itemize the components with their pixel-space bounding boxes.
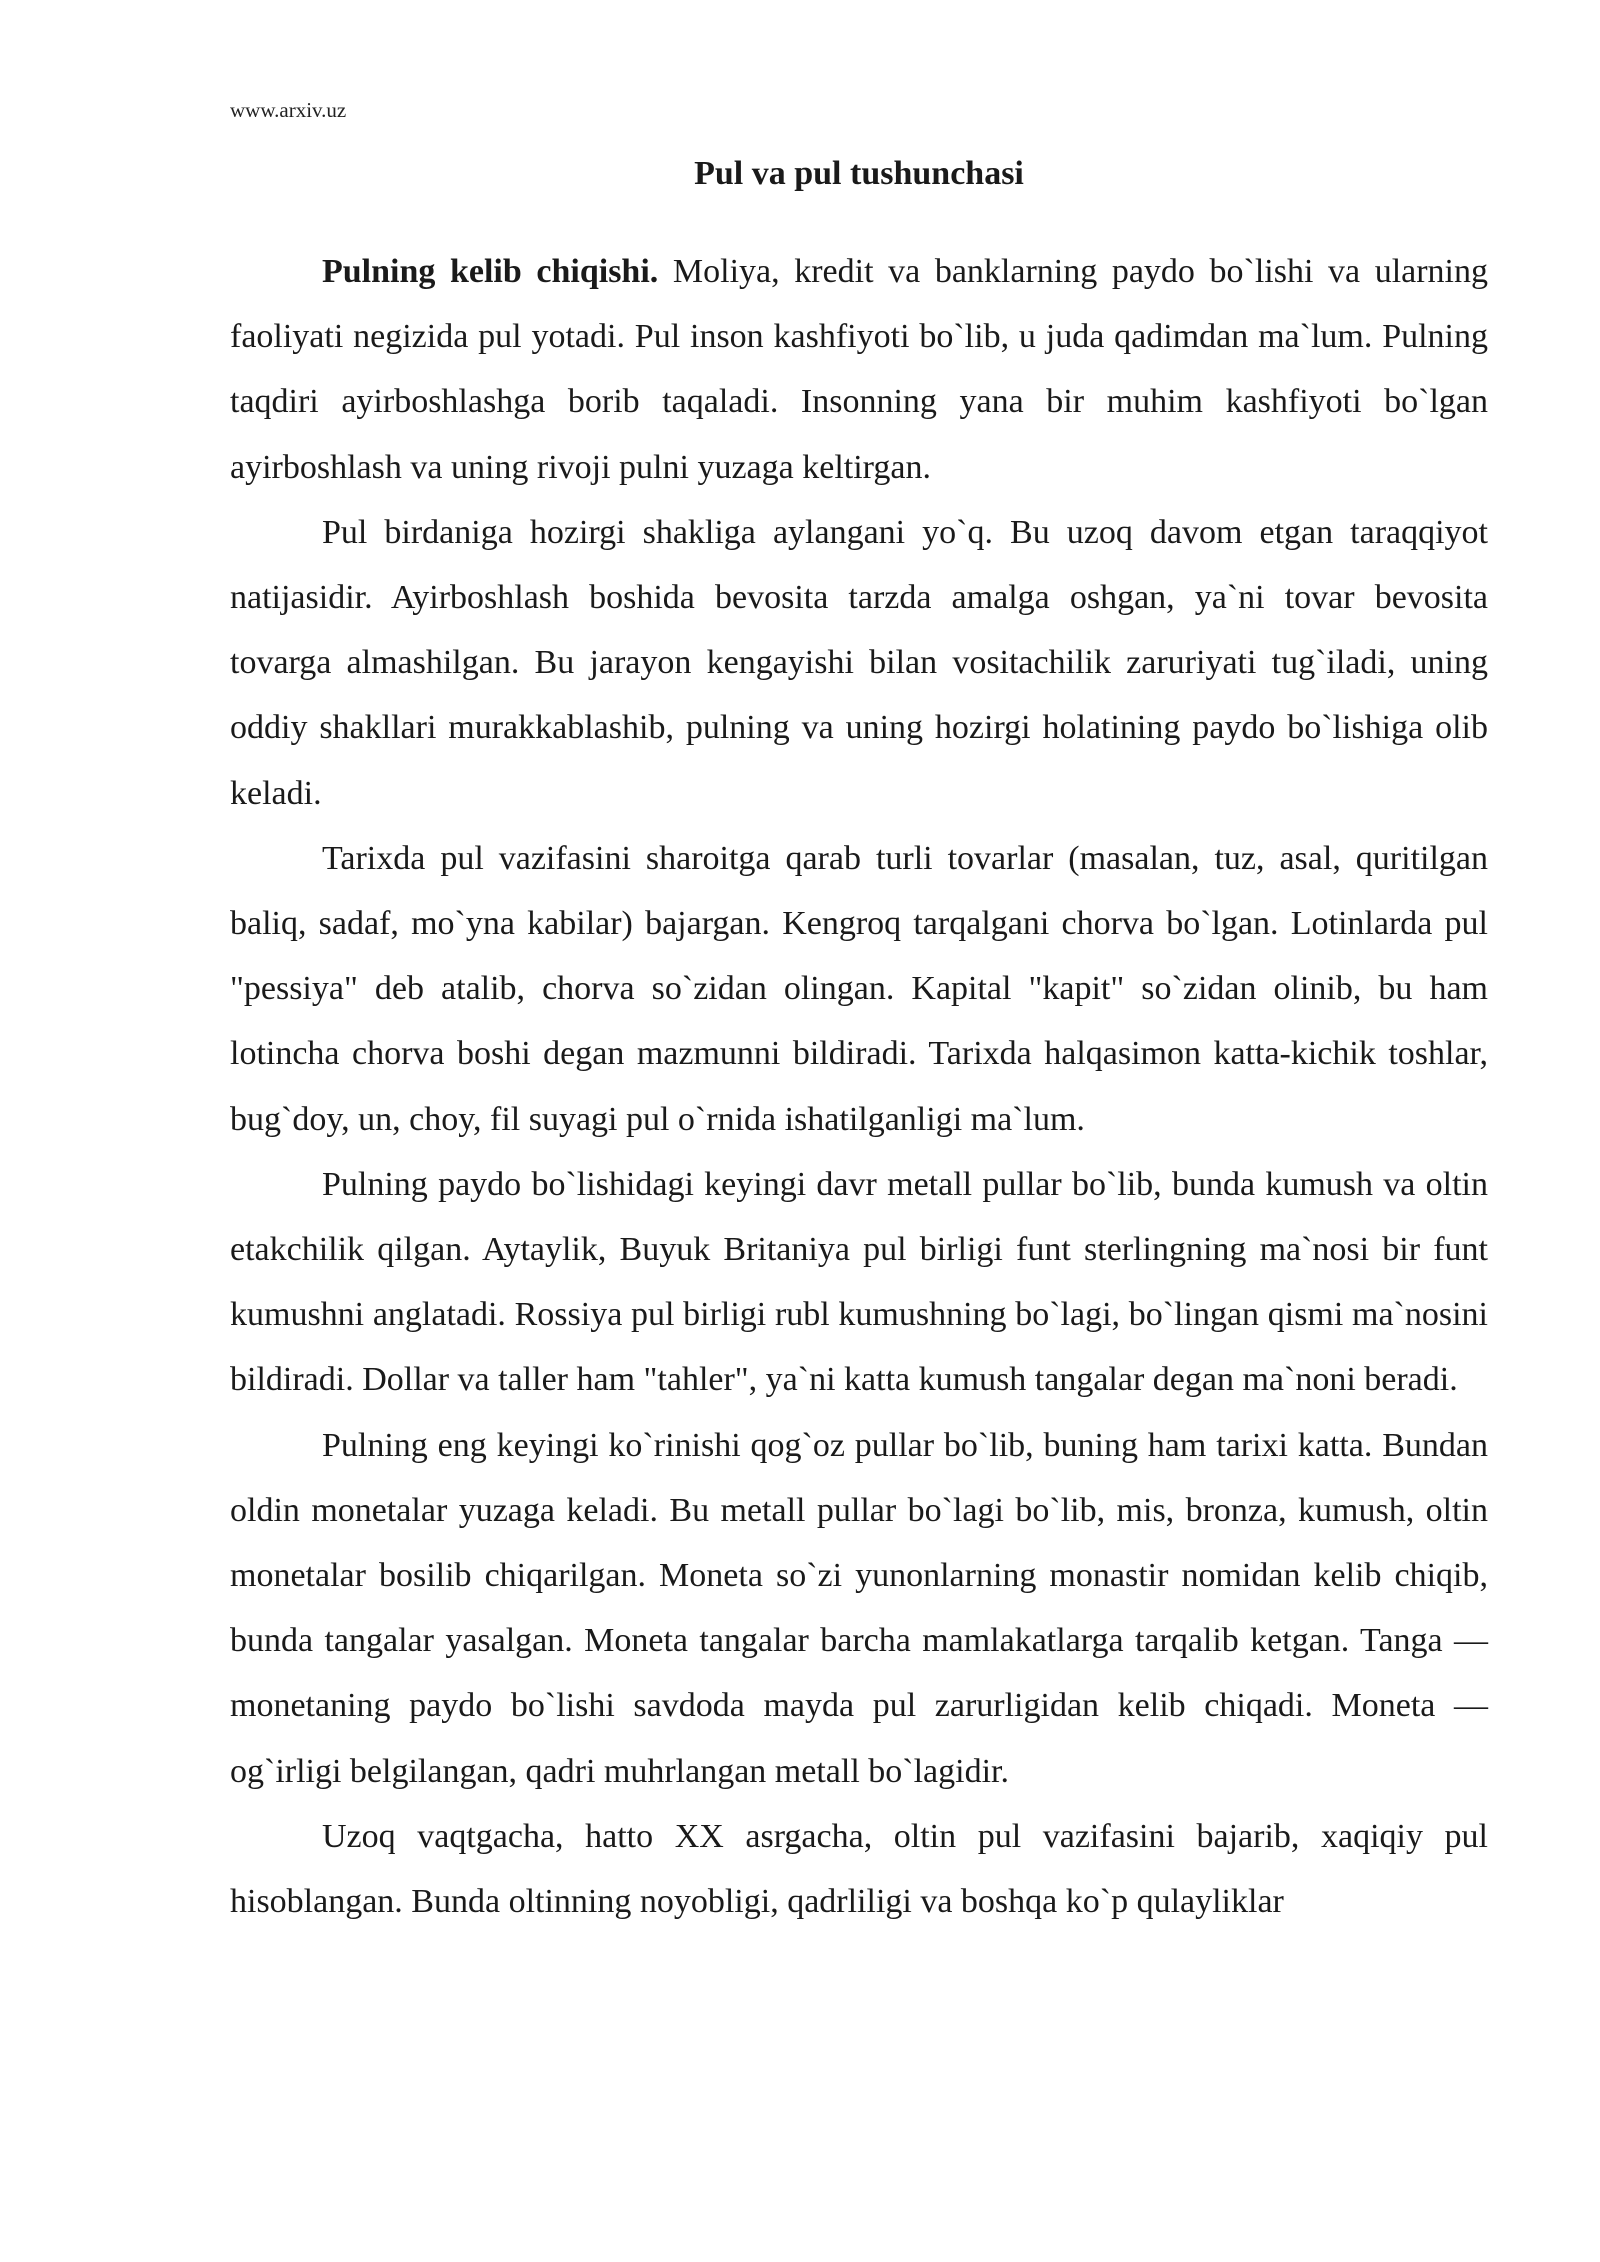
paragraph-6: Uzoq vaqtgacha, hatto XX asrgacha, oltin pul vazifasini bajarib, xaqiqiy pul hisoblangan. Bunda oltinning noyobligi, qadrliligi va boshqa ko`p qulayliklar	[230, 1817, 1488, 1921]
document-body	[230, 239, 1488, 1934]
section-heading: Pulning kelib chiqishi.	[322, 253, 659, 290]
paragraph-5: Pulning eng keyingi ko`rinishi qog`oz pullar bo`lib, buning ham tarixi katta. Bundan oldin monetalar yuzaga keladi. Bu metall pullar bo`lagi bo`lib, mis, bronza, kumush, oltin monetalar bosilib chiqarilgan. Moneta so`zi yunonlarning monastir nomidan kelib chiqib, bunda tangalar yasalgan. Moneta tangalar barcha mamlakatlarga tarqalib ketgan. Tanga — monetaning paydo bo`lishi savdoda mayda pul zarurligidan kelib chiqadi. Moneta — og`irligi belgilangan, qadri muhrlangan metall bo`lagidir.	[230, 1426, 1488, 1790]
paragraph-1	[230, 239, 1488, 500]
paragraph-4: Pulning paydo bo`lishidagi keyingi davr metall pullar bo`lib, bunda kumush va oltin etakchilik qilgan. Aytaylik, Buyuk Britaniya pul birligi funt sterlingning ma`nosi bir funt kumushni anglatadi. Rossiya pul birligi rubl kumushning bo`lagi, bo`lingan qismi ma`nosini bildiradi. Dollar va taller ham "tahler", ya`ni katta kumush tangalar degan ma`noni beradi.	[230, 1165, 1488, 1399]
paragraph-3: Tarixda pul vazifasini sharoitga qarab turli tovarlar (masalan, tuz, asal, quritilgan baliq, sadaf, mo`yna kabilar) bajargan. Kengroq tarqalgani chorva bo`lgan. Lotinlarda pul "pessiya" deb atalib, chorva so`zidan olingan. Kapital "kapit" so`zidan olinib, bu ham lotincha chorva boshi degan mazmunni bildiradi. Tarixda halqasimon katta-kichik toshlar, bug`doy, un, choy, fil suyagi pul o`rnida ishatilganligi ma`lum.	[230, 839, 1488, 1138]
paragraph-2: Pul birdaniga hozirgi shakliga aylangani yo`q. Bu uzoq davom etgan taraqqiyot natijasidir. Ayirboshlash boshida bevosita tarzda amalga oshgan, ya`ni tovar bevosita tovarga almashilgan. Bu jarayon kengayishi bilan vositachilik zaruriyati tug`iladi, uning oddiy shakllari murakkablashib, pulning va uning hozirgi holatining paydo bo`lishiga olib keladi.	[230, 513, 1488, 812]
document-title: Pul va pul tushunchasi	[694, 155, 1024, 192]
paragraph-1-text: Moliya, kredit va banklarning paydo bo`lishi va ularning faoliyati negizida pul yotadi. Pul inson kashfiyoti bo`lib, u juda qadimdan ma`lum. Pulning taqdiri ayirboshlashga borib taqaladi. Insonning yana bir muhim kashfiyoti bo`lgan ayirboshlash va uning rivoji pulni yuzaga keltirgan.	[230, 253, 1488, 486]
site-url-header: www.arxiv.uz	[230, 98, 347, 122]
